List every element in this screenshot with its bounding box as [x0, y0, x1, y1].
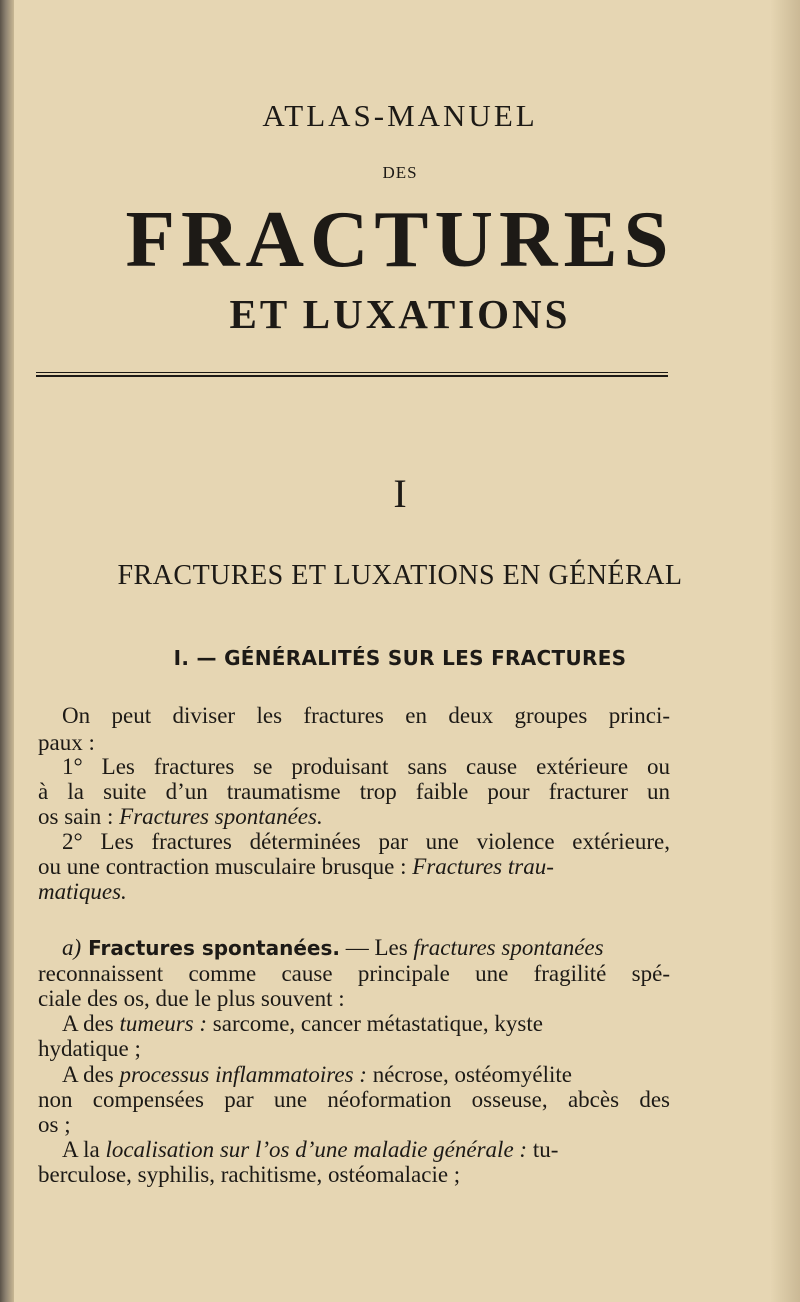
subsection-heading: Fractures spontanées. — [81, 936, 340, 960]
text: non compensées par une néoformation osseuse, abcès des — [38, 1087, 670, 1112]
text: sarcome, cancer métastatique, kyste — [207, 1011, 543, 1036]
body-line — [38, 1036, 141, 1062]
text: On peut diviser les fractures en deux groupes princi- — [62, 703, 670, 728]
body-line — [62, 829, 670, 855]
text: à la suite d’un traumatisme trop faible pour fracturer un — [38, 779, 670, 804]
italic-text: processus inflammatoires : — [119, 1062, 367, 1087]
text: A la — [62, 1137, 106, 1162]
text: tu- — [527, 1137, 559, 1162]
body-line — [62, 1011, 543, 1037]
rule-thick — [36, 375, 668, 377]
body-line — [62, 1062, 572, 1088]
text: os ; — [38, 1112, 71, 1137]
text: berculose, syphilis, rachitisme, ostéomalacie ; — [38, 1162, 461, 1187]
body-line — [38, 854, 554, 880]
body-line — [38, 986, 345, 1012]
text: paux : — [38, 730, 95, 755]
italic-text: Fractures trau- — [412, 854, 554, 879]
italic-text: a) — [62, 935, 82, 960]
book-title-main: FRACTURES — [125, 194, 675, 284]
italic-text: Fractures spontanées. — [119, 804, 323, 829]
body-line — [38, 1162, 460, 1188]
body-line — [38, 804, 323, 830]
body-line — [62, 754, 670, 780]
text: os sain : — [38, 804, 120, 829]
body-line — [38, 879, 127, 905]
text: ciale des os, due le plus souvent : — [38, 986, 345, 1011]
section-title: I. — GÉNÉRALITÉS SUR LES FRACTURES — [173, 646, 627, 670]
title-rule — [36, 372, 668, 378]
body-line — [38, 1112, 71, 1138]
text: 2° Les fractures déterminées par une violence extérieure, — [62, 829, 670, 854]
book-title-sub: ET LUXATIONS — [229, 291, 571, 337]
text: reconnaissent comme cause principale une fragilité spé- — [38, 961, 670, 986]
text: A des — [62, 1062, 120, 1087]
text: A des — [62, 1011, 120, 1036]
rule-thin — [36, 372, 668, 373]
text: nécrose, ostéomyélite — [366, 1062, 572, 1087]
text: 1° Les fractures se produisant sans cause extérieure ou — [62, 754, 670, 779]
italic-text: fractures spontanées — [413, 935, 604, 960]
body-line — [62, 703, 670, 729]
text: ou une contraction musculaire brusque : — [38, 854, 413, 879]
body-line — [62, 1137, 558, 1163]
italic-text: tumeurs : — [119, 1011, 208, 1036]
body-line — [38, 730, 95, 756]
book-title-des: DES — [382, 163, 418, 182]
part-title: FRACTURES ET LUXATIONS EN GÉNÉRAL — [117, 560, 683, 591]
body-line — [38, 961, 670, 987]
part-number: I — [393, 471, 407, 516]
book-title-top: ATLAS-MANUEL — [262, 98, 538, 133]
italic-text: localisation sur l’os d’une maladie générale : — [105, 1137, 528, 1162]
italic-text: matiques. — [38, 879, 127, 904]
text: hydatique ; — [38, 1036, 141, 1061]
text: — Les — [339, 935, 414, 960]
body-line — [38, 779, 670, 805]
body-line — [38, 1087, 670, 1113]
body-line — [62, 935, 604, 961]
